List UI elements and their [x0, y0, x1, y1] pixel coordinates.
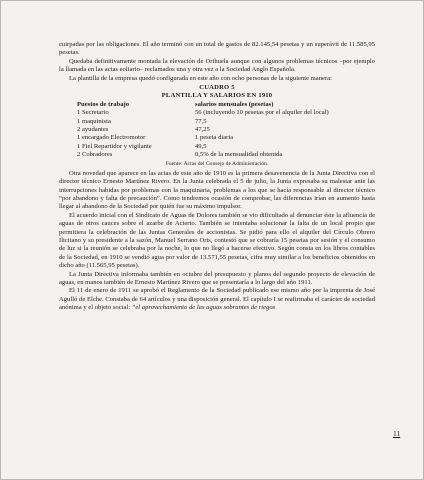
table-row: [59, 151, 375, 159]
table-header-row: [59, 101, 375, 109]
quoted-text: “el aprovechamiento de las aguas sobrantes de riegos: [131, 304, 276, 312]
staff-salary-table: [59, 101, 375, 160]
paragraph: El acuerdo inicial con el Sindicato de Aguas de Dolores también se vio dificultado al denunciar éste la afluencia de aguas de otros cauces sobre el azarbe de Acierto. También se intentaba solucionar la falta de un local propio que permitiera la celebración de las Juntas Generales de accionistas. Se pidió para ello el alquiler del Círculo Obrero Ilicitano y su presidente a la sazón, Manuel Serrano Orts, contestó que se cobraría 15 pesetas por sesión y el consumo de luz si la reunión se celebraba por la noche, lo que no llegó a hacerse efectivo. Según consta en los libros contables de la Sociedad, en 1910 se vendió agua por valor de 13.571,55 pesetas, cifra muy similar a los beneficios obtenidos en dicho año (11.565,95 pesetas).: [59, 211, 375, 270]
paragraph: La plantilla de la empresa quedó configurada en este año con ocho personas de la siguiente manera:: [69, 74, 332, 82]
page-number: 11: [393, 429, 401, 438]
table-cell: 1 Fiel Repartidor y vigilante: [77, 142, 152, 150]
table-header-cell: Puestos de trabajo: [77, 100, 130, 108]
table-title: CUADRO 5: [199, 84, 235, 92]
paragraph: La Junta Directiva informaba también en octubre del presupuesto y planos del segundo proyecto de elevación de aguas, en manos también de Ernesto Martínez Rivero que se presentaría a lo largo del año 1911.: [59, 270, 375, 286]
paragraph: cuirpadas por las obligaciones. El año terminó con un total de gastos de 82.145,54 pesetas y un superávit de 11.585,95 pesetas.: [59, 41, 375, 57]
table-cell: 77,5: [195, 117, 207, 125]
table-cell: 2 Cobradores: [77, 151, 113, 159]
table-row: [59, 134, 375, 142]
table-row: [59, 118, 375, 126]
table-cell: 1 encargado Electromotor: [77, 134, 146, 142]
table-cell: 2 ayudantes: [77, 126, 109, 134]
table-header-cell: salarios mensuales (pesetas): [195, 100, 274, 108]
paragraph: Quedaba definitivamente montada la elevación de Orihuela aunque con algunos problemas técnicos –por ejemplo la llamada en las actas eoliario– reclamados una y otra vez a la Sociedad Anglo Española.: [59, 57, 375, 74]
table-cell: 1 Secretario: [77, 109, 109, 117]
table-cell: 1 maquinista: [77, 117, 111, 125]
table-cell: 56 (incluyendo 10 pesetas por el alquiler del local): [195, 109, 329, 117]
table-row: [59, 143, 375, 151]
paragraph: Otra novedad que aparece en las actas de este año de 1910 es la primera desavenencia de la Junta Directiva con el director técnico Ernesto Martínez Rivero. En la Junta celebrada el 5 de julio, la Junta expresaba su malestar ante las interrupciones habidas por problemas con la maquinaria, problemas a los que se hacía responsable al director técnico “por abandono y falta de precaución”. Como tendremos ocasión de comprobar, las diferencias irían en aumento hasta llegar al abandono de la Sociedad por quién fue su máximo impulsor.: [59, 169, 375, 211]
table-cell: 49,5: [195, 142, 207, 150]
paragraph: [59, 287, 375, 312]
table-row: [59, 126, 375, 134]
table-row: [59, 109, 375, 117]
body-text: [59, 41, 375, 313]
table-cell: 1 peseta diaria: [195, 134, 234, 142]
table-subtitle: PLANTILLA Y SALARIOS EN 1910: [161, 92, 273, 100]
table-source: Fuente: Actas del Consejo de Administración.: [165, 160, 269, 167]
table-cell: 0,5% de la mensualidad obtenida: [195, 151, 283, 159]
paragraph-text: El 11 de enero de 1911 se aprobó el Reglamento de la Sociedad publicado ese mismo año por la imprenta de José Agulló de Elche. Constaba de 64 artículos y una disposición general. El capítulo I se reafirmaba el carácter de sociedad anónima y el objeto social:: [59, 287, 375, 312]
table-cell: 47,25: [195, 126, 210, 134]
